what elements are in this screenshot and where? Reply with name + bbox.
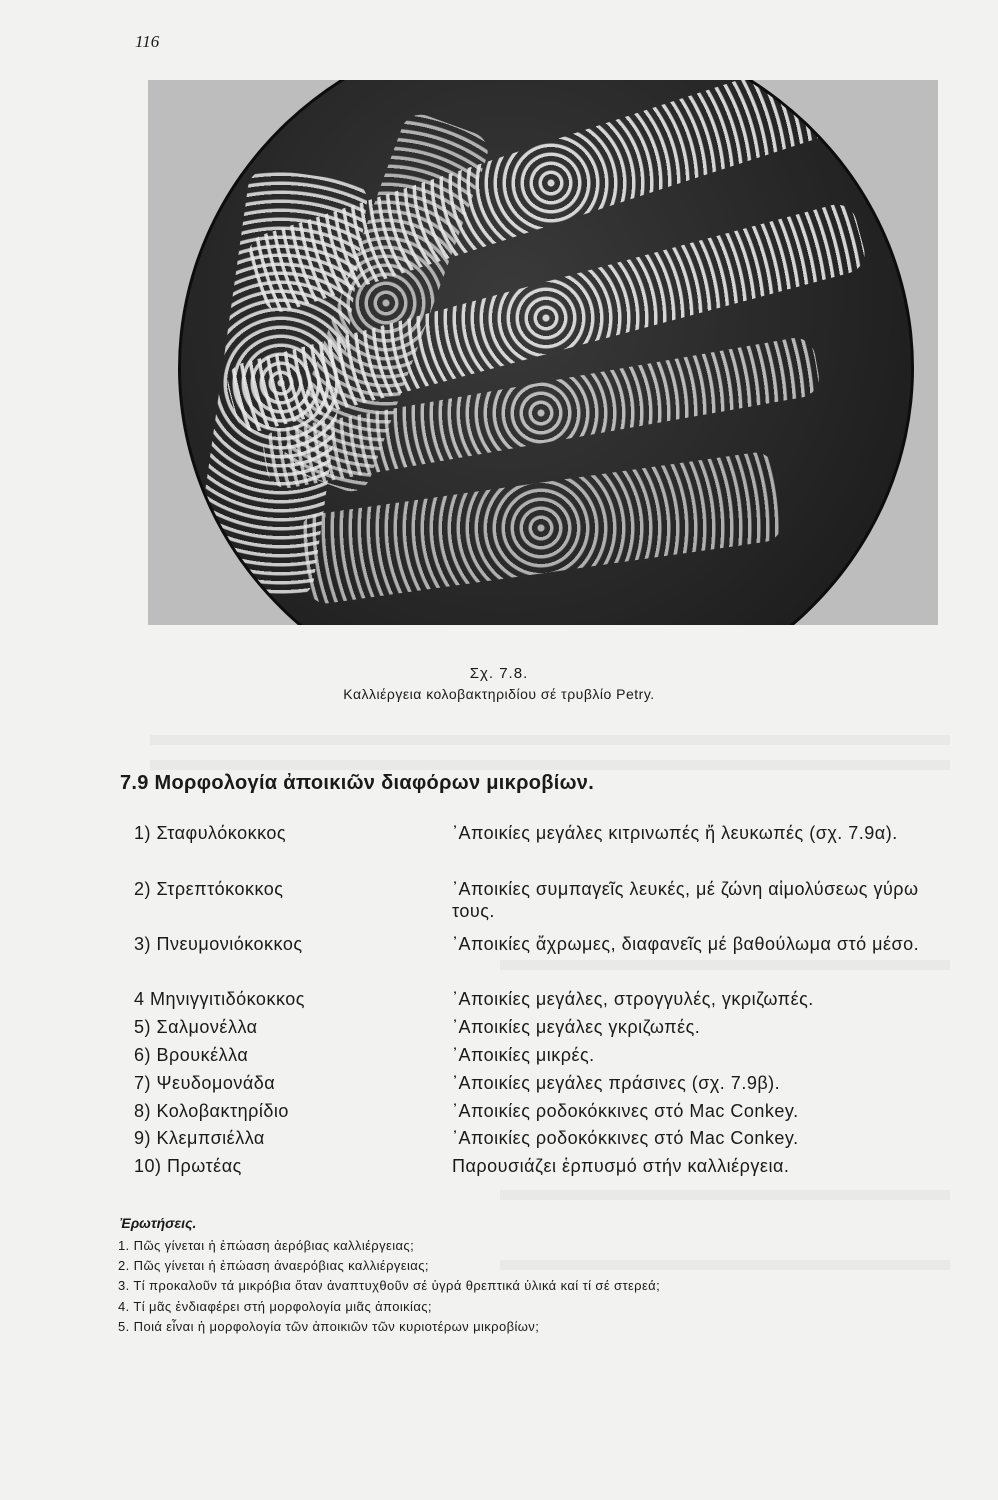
microbe-description: ᾿Αποικίες ροδοκόκκινες στό Mac Conkey. (452, 1101, 799, 1121)
microbe-description: ᾿Αποικίες ἄχρωμες, διαφανεῖς μέ βαθούλωμα στό μέσο. (452, 934, 920, 954)
microbe-name: 3) Πνευμονιόκοκκος (134, 934, 303, 954)
question-item: 5. Ποιά εἶναι ἡ μορφολογία τῶν ἀποικιῶν τῶν κυριοτέρων μικροβίων; (118, 1319, 540, 1334)
petri-dish-photo (148, 80, 938, 625)
microbe-description: ᾿Αποικίες μεγάλες πράσινες (σχ. 7.9β). (452, 1073, 781, 1093)
microbe-name: 6) Βρουκέλλα (134, 1045, 249, 1065)
page-number: 116 (135, 32, 160, 51)
microbe-name: 9) Κλεμπσιέλλα (134, 1128, 265, 1148)
section-title: 7.9 Μορφολογία ἀποικιῶν διαφόρων μικροβίων. (120, 772, 595, 794)
microbe-description: Παρουσιάζει ἑρπυσμό στήν καλλιέργεια. (452, 1156, 790, 1176)
question-item: 2. Πῶς γίνεται ἡ ἐπώαση ἀναερόβιας καλλιέργειας; (118, 1258, 429, 1273)
microbe-name: 2) Στρεπτόκοκκος (134, 879, 284, 899)
microbe-name: 7) Ψευδομονάδα (134, 1073, 276, 1093)
questions-title: Ἐρωτήσεις. (120, 1215, 197, 1231)
microbe-description: ᾿Αποικίες ροδοκόκκινες στό Mac Conkey. (452, 1128, 799, 1148)
microbe-description: ᾿Αποικίες μεγάλες κιτρινωπές ἤ λευκωπές (σχ. 7.9α). (452, 823, 898, 843)
microbe-description: ᾿Αποικίες μικρές. (452, 1045, 595, 1065)
question-item: 4. Τί μᾶς ἐνδιαφέρει στή μορφολογία μιᾶς ἀποικίας; (118, 1299, 432, 1314)
microbe-description: ᾿Αποικίες μεγάλες, στρογγυλές, γκριζωπές. (452, 989, 814, 1009)
microbe-description: ᾿Αποικίες συμπαγεῖς λευκές, μέ ζώνη αἱμολύσεως γύρω τους. (452, 879, 919, 921)
question-item: 1. Πῶς γίνεται ἡ ἐπώαση ἀερόβιας καλλιέργειας; (118, 1238, 415, 1253)
microbe-name: 1) Σταφυλόκοκκος (134, 823, 287, 843)
figure-caption: Καλλιέργεια κολοβακτηριδίου σέ τρυβλίο Petry. (343, 686, 655, 702)
question-item: 3. Τί προκαλοῦν τά μικρόβια ὅταν ἀναπτυχθοῦν σέ ὑγρά θρεπτικά ὑλικά καί τί σέ στερεά; (118, 1278, 661, 1293)
microbe-description: ᾿Αποικίες μεγάλες γκριζωπές. (452, 1017, 701, 1037)
figure-label: Σχ. 7.8. (469, 665, 529, 682)
microbe-name: 4 Μηνιγγιτιδόκοκκος (134, 989, 305, 1009)
microbe-name: 10) Πρωτέας (134, 1156, 242, 1176)
microbe-name: 5) Σαλμονέλλα (134, 1017, 258, 1037)
microbe-name: 8) Κολοβακτηρίδιο (134, 1101, 289, 1121)
